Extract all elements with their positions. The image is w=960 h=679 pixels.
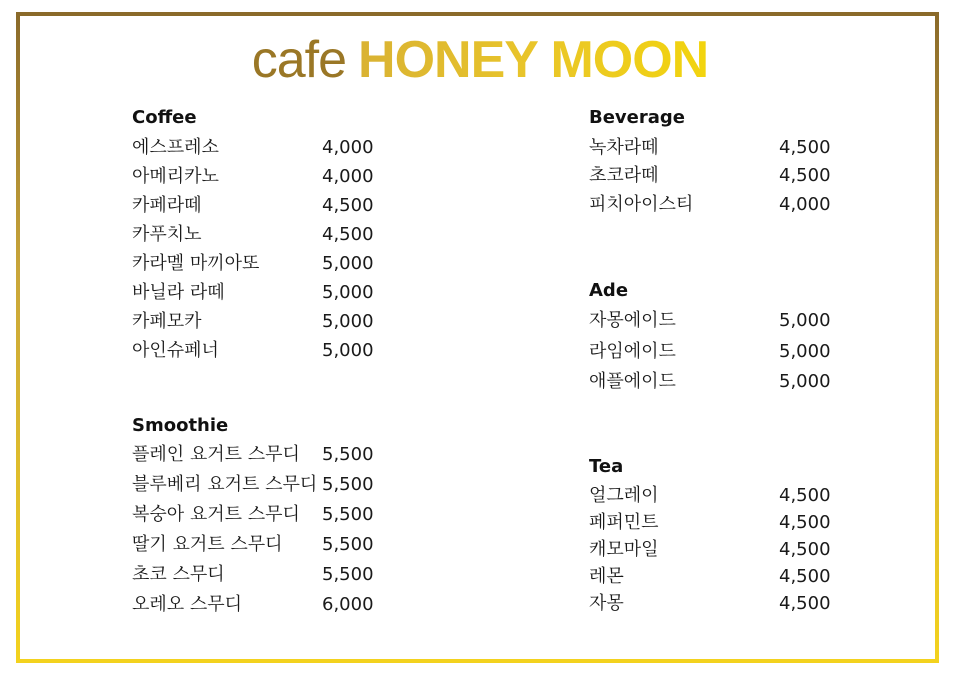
menu-item-price: 5,000	[322, 340, 374, 361]
title-name: HONEY MOON	[358, 31, 709, 89]
menu-item-price: 5,000	[322, 253, 374, 274]
title-prefix: cafe	[251, 31, 347, 89]
menu-item-name: 아인슈페너	[132, 340, 219, 361]
menu-item-name: 카페라떼	[132, 195, 202, 216]
menu-item-price: 4,500	[322, 195, 374, 216]
menu-item-name: 초코라떼	[589, 165, 659, 186]
menu-item-price: 4,000	[322, 166, 374, 187]
section-title-beverage: Beverage	[589, 107, 685, 128]
menu-item-price: 4,500	[779, 137, 831, 158]
menu-item-name: 카라멜 마끼아또	[132, 253, 260, 274]
menu-item-price: 4,000	[322, 137, 374, 158]
menu-item-name: 피치아이스티	[589, 194, 694, 215]
menu-item-name: 바닐라 라떼	[132, 282, 225, 303]
menu-item-name: 레몬	[589, 566, 624, 587]
menu-item-name: 자몽	[589, 593, 624, 614]
menu-item-price: 4,500	[779, 539, 831, 560]
menu-item-price: 5,000	[779, 310, 831, 331]
menu-item-price: 5,000	[779, 371, 831, 392]
menu-item-price: 5,500	[322, 474, 374, 495]
menu-item-name: 카푸치노	[132, 224, 202, 245]
section-title-tea: Tea	[589, 456, 624, 477]
menu-item-price: 4,500	[779, 566, 831, 587]
menu-item-price: 5,500	[322, 504, 374, 525]
cafe-title	[0, 28, 960, 92]
menu-item-name: 페퍼민트	[589, 512, 659, 533]
menu-item-price: 5,500	[322, 534, 374, 555]
menu-item-price: 4,500	[779, 512, 831, 533]
menu-item-name: 녹차라떼	[589, 137, 659, 158]
menu-item-name: 복숭아 요거트 스무디	[132, 504, 300, 525]
menu-item-price: 4,000	[779, 194, 831, 215]
menu-item-price: 5,000	[779, 341, 831, 362]
menu-item-name: 얼그레이	[589, 485, 659, 506]
menu-item-name: 캐모마일	[589, 539, 659, 560]
menu-item-name: 딸기 요거트 스무디	[132, 534, 283, 555]
menu-item-price: 4,500	[322, 224, 374, 245]
menu-item-name: 아메리카노	[132, 166, 219, 187]
menu-item-price: 5,500	[322, 564, 374, 585]
menu-item-price: 4,500	[779, 593, 831, 614]
menu-item-name: 카페모카	[132, 311, 202, 332]
menu-item-name: 오레오 스무디	[132, 594, 243, 615]
section-title-coffee: Coffee	[132, 107, 197, 128]
menu-item-price: 6,000	[322, 594, 374, 615]
menu-item-price: 5,000	[322, 282, 374, 303]
menu-item-price: 5,500	[322, 444, 374, 465]
menu-item-name: 에스프레소	[132, 137, 219, 158]
menu-item-name: 플레인 요거트 스무디	[132, 444, 300, 465]
menu-item-name: 초코 스무디	[132, 564, 225, 585]
menu-item-price: 5,000	[322, 311, 374, 332]
menu-item-price: 4,500	[779, 165, 831, 186]
menu-item-price: 4,500	[779, 485, 831, 506]
menu-item-name: 자몽에이드	[589, 310, 676, 331]
section-title-smoothie: Smoothie	[132, 415, 229, 436]
menu-item-name: 애플에이드	[589, 371, 676, 392]
section-title-ade: Ade	[589, 280, 629, 301]
menu-item-name: 블루베리 요거트 스무디	[132, 474, 318, 495]
menu-item-name: 라임에이드	[589, 341, 676, 362]
